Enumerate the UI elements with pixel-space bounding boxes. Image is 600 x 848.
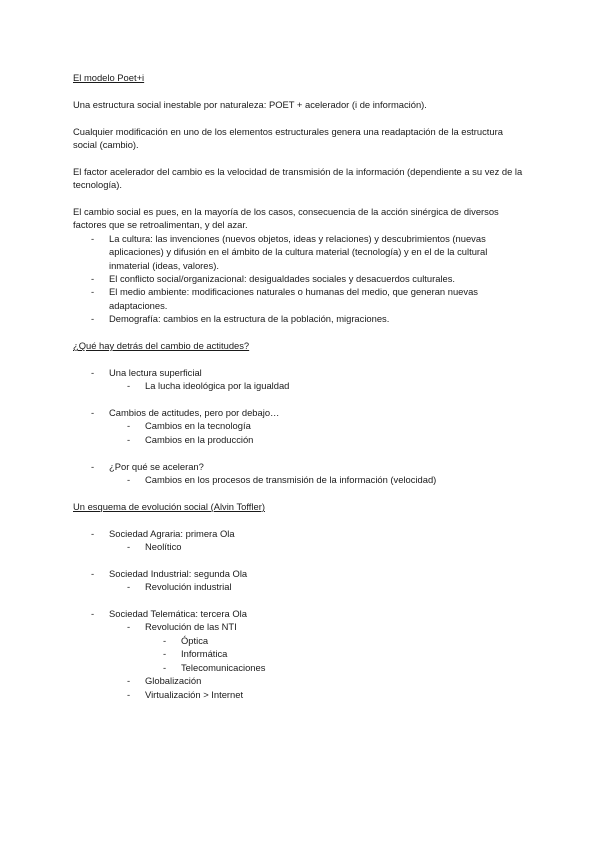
list-item-text: Revolución de las NTI (145, 621, 237, 633)
list-item (73, 366, 529, 393)
list-item (73, 567, 529, 594)
list-item (109, 674, 529, 687)
list-item (145, 647, 529, 660)
list-item-text: Globalización (145, 675, 202, 687)
list-item (109, 379, 529, 392)
sub-list (109, 540, 529, 553)
bullet-dash: - (91, 286, 95, 298)
toffler-list (73, 607, 529, 701)
list-item-text: ¿Por qué se aceleran? (109, 460, 204, 472)
spacer (73, 594, 529, 607)
sub-list (109, 580, 529, 593)
bullet-dash: - (91, 527, 95, 539)
list-item (73, 460, 529, 487)
bullet-dash: - (127, 688, 131, 700)
bullet-dash: - (127, 581, 131, 593)
list-item-text: Óptica (181, 634, 209, 646)
document-content (73, 71, 529, 701)
list-item-text: Cambios en la tecnología (145, 420, 251, 432)
spacer (73, 192, 529, 205)
list-item (73, 232, 529, 272)
list-item (109, 688, 529, 701)
paragraph: El cambio social es pues, en la mayoría de los casos, consecuencia de la acción sinérgica de diversos factores que se retroalimentan, y del azar. (73, 206, 499, 231)
bullet-dash: - (91, 567, 95, 579)
spacer (73, 446, 529, 459)
factor-list (73, 232, 529, 326)
paragraph: El factor acelerador del cambio es la velocidad de transmisión de la información (dependiente a su vez de la tecnología). (73, 165, 523, 191)
list-item-text: Demografía: cambios en la estructura de la población, migraciones. (109, 313, 390, 325)
list-item-text: La cultura: las invenciones (nuevos objetos, ideas y relaciones) y descubrimientos (nuevas aplicaciones) y difusión en el ámbito de la cultura material (tecnología) y en el de la cultural inmaterial (ideas, valores). (109, 232, 488, 271)
list-item (145, 661, 529, 674)
list-item (145, 634, 529, 647)
bullet-dash: - (163, 648, 167, 660)
list-item (73, 312, 529, 325)
section-heading-actitudes: ¿Qué hay detrás del cambio de actitudes? (73, 340, 250, 352)
section-heading-poet: El modelo Poet+i (73, 72, 145, 83)
bullet-dash: - (91, 273, 95, 285)
list-item-text: Telecomunicaciones (181, 661, 266, 673)
list-item-text: Informática (181, 648, 228, 660)
sub-list (109, 473, 529, 486)
list-item (109, 540, 529, 553)
sub-list (109, 620, 529, 700)
list-item (73, 272, 529, 285)
list-item-text: El conflicto social/organizacional: desigualdades sociales y desacuerdos culturales. (109, 273, 456, 285)
bullet-dash: - (127, 420, 131, 432)
list-item (73, 406, 529, 446)
list-item-text: Cambios en los procesos de transmisión de la información (velocidad) (145, 474, 437, 486)
list-item (73, 285, 529, 312)
bullet-dash: - (91, 232, 95, 244)
list-item-text: Neolítico (145, 541, 182, 553)
list-item-text: Sociedad Agraria: primera Ola (109, 527, 235, 539)
bullet-dash: - (91, 366, 95, 378)
list-item-text: Cambios en la producción (145, 433, 254, 445)
bullet-dash: - (91, 313, 95, 325)
spacer (73, 326, 529, 339)
bullet-dash: - (127, 541, 131, 553)
list-item (73, 607, 529, 701)
bullet-dash: - (127, 380, 131, 392)
spacer (73, 111, 529, 124)
toffler-list (73, 527, 529, 554)
sub-sub-list (145, 634, 529, 674)
paragraph: Una estructura social inestable por naturaleza: POET + acelerador (i de información). (73, 98, 427, 110)
list-item (109, 419, 529, 432)
list-item-text: Cambios de actitudes, pero por debajo… (109, 407, 280, 419)
bullet-dash: - (91, 608, 95, 620)
spacer (73, 393, 529, 406)
list-item-text: Virtualización > Internet (145, 688, 244, 700)
bullet-dash: - (91, 460, 95, 472)
spacer (73, 352, 529, 365)
bullet-dash: - (127, 474, 131, 486)
spacer (73, 151, 529, 164)
section-heading-toffler: Un esquema de evolución social (Alvin Toffler) (73, 500, 265, 512)
list-item-text: Sociedad Telemática: tercera Ola (109, 608, 247, 620)
spacer (73, 84, 529, 97)
list-item (109, 473, 529, 486)
list-item (109, 433, 529, 446)
spacer (73, 553, 529, 566)
sub-list (109, 419, 529, 446)
list-item-text: Revolución industrial (145, 581, 232, 593)
list-item (109, 620, 529, 674)
actitudes-list (73, 406, 529, 446)
bullet-dash: - (127, 433, 131, 445)
list-item (73, 527, 529, 554)
actitudes-list (73, 366, 529, 393)
paragraph: Cualquier modificación en uno de los elementos estructurales genera una readaptación de la estructura social (cambio). (73, 125, 503, 150)
toffler-list (73, 567, 529, 594)
bullet-dash: - (127, 621, 131, 633)
sub-list (109, 379, 529, 392)
list-item-text: Una lectura superficial (109, 366, 202, 378)
spacer (73, 513, 529, 526)
list-item-text: La lucha ideológica por la igualdad (145, 380, 290, 392)
bullet-dash: - (127, 675, 131, 687)
list-item-text: Sociedad Industrial: segunda Ola (109, 567, 248, 579)
list-item (109, 580, 529, 593)
bullet-dash: - (163, 661, 167, 673)
list-item-text: El medio ambiente: modificaciones naturales o humanas del medio, que generan nuevas adaptaciones. (109, 286, 478, 311)
actitudes-list (73, 460, 529, 487)
spacer (73, 486, 529, 499)
bullet-dash: - (91, 407, 95, 419)
bullet-dash: - (163, 634, 167, 646)
